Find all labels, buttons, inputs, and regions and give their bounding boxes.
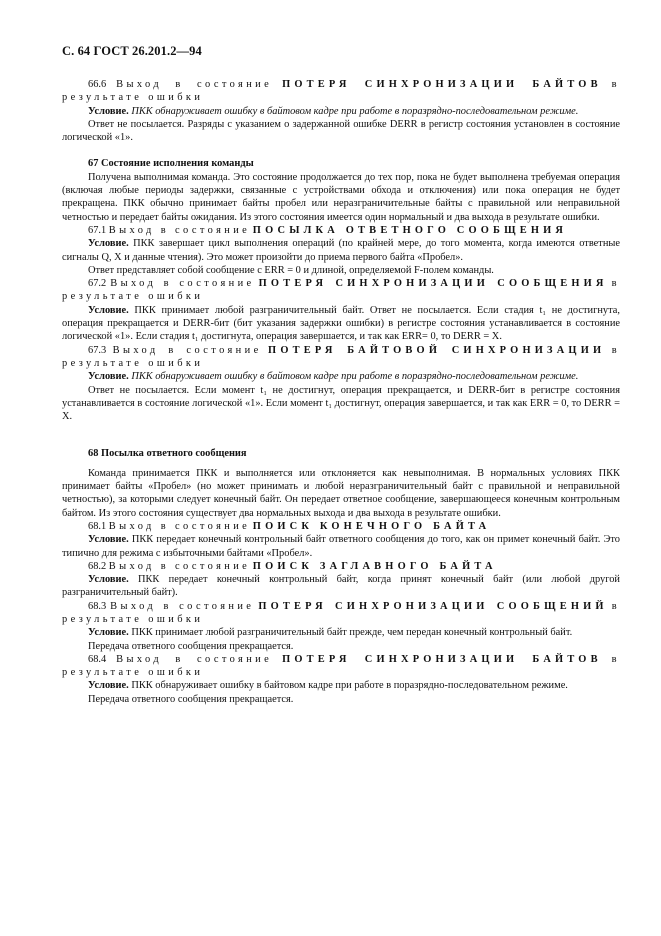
clause-tail: в результате ошибки (62, 79, 620, 104)
clause-lead: Выход в состояние (108, 560, 251, 572)
clause-68-2-condition (62, 573, 620, 600)
clause-number: 66.6 (88, 79, 107, 90)
section-68-intro: Команда принимается ПКК и выполняется или отклоняется как невыполнимая. В нормальных условиях ПКК принимает байты «Пробел» (но может принимать и любой неразграничительный байт с правильной и неправильной четностью), за которыми следует конечный байт. Он передает ответное сообщение, завершающееся конечным контрольным байтом. Из этого состояния существует два нормальных выхода и два выхода в результате ошибки. (62, 467, 620, 519)
state-name: ПОТЕРЯ БАЙТОВОЙ СИНХРОНИЗАЦИИ (268, 344, 606, 356)
clause-number: 68.2 (88, 560, 107, 572)
state-name: ПОТЕРЯ СИНХРОНИЗАЦИИ БАЙТОВ (282, 653, 602, 665)
clause-tail: в результате ошибки (62, 600, 620, 625)
condition-label: Условие. (88, 304, 129, 316)
clause-68-4-text: Передача ответного сообщения прекращается. (88, 693, 294, 705)
state-name: ПОТЕРЯ СИНХРОНИЗАЦИИ СООБЩЕНИЯ (258, 278, 608, 290)
condition-label: Условие. (88, 574, 129, 586)
clause-68-1-title (62, 520, 620, 533)
condition-label: Условие. (88, 371, 129, 383)
clause-lead: Выход в состояние (110, 600, 255, 612)
clause-lead: Выход в состояние (108, 520, 251, 532)
clause-68-1-condition (62, 533, 620, 560)
section-68-heading: 68 Посылка ответного сообщения (88, 448, 247, 460)
clause-tail: в результате ошибки (62, 653, 620, 679)
condition-label: Условие. (88, 680, 129, 692)
clause-lead: Выход в состояние (110, 278, 255, 290)
document-page (62, 44, 620, 706)
clause-66-6-title (62, 78, 620, 105)
clause-number: 68.3 (88, 600, 107, 612)
clause-number: 67.3 (88, 344, 107, 356)
page-header: С. 64 ГОСТ 26.201.2—94 (62, 44, 202, 58)
section-67-intro: Получена выполнимая команда. Это состояние продолжается до тех пор, пока не будет выполнена требуемая операция (включая любые периоды задержки, связанные с устройствами обхода и отключения) или пока операция не будет прекращена. ПКК обычно принимает байты пробел или неразграничительные байты с правильной или неправильной четностью и передает байты ожидания. Из этого состояния имеется один нормальный и два выхода в результате ошибки. (62, 171, 620, 223)
clause-68-4-condition (62, 679, 620, 692)
clause-number: 68.1 (88, 520, 107, 532)
clause-68-4-title (62, 653, 620, 680)
clause-67-3-text: Ответ не посылается. Если момент t₁ не достигнут, операция прекращается, и DERR-бит в регистре состояния устанавливается в состояние логической «1». Если момент t₁ достигнут, операция завершается, и так как ERR = 0, то DERR = X. (62, 384, 620, 423)
state-name: ПОИСК КОНЕЧНОГО БАЙТА (252, 520, 491, 532)
condition-text: ПКК передает конечный контрольный байт, когда принят конечный байт (или любой другой разграничительный байт). (62, 574, 620, 599)
condition-text: ПКК обнаруживает ошибку в байтовом кадре при работе в поразрядно-последовательном режиме. (131, 371, 579, 383)
clause-lead: Выход в состояние (112, 344, 262, 356)
clause-67-3-title (62, 344, 620, 371)
clause-67-2-title (62, 277, 620, 304)
clause-68-2-title (62, 560, 620, 573)
clause-68-3-text: Передача ответного сообщения прекращается. (88, 640, 294, 652)
condition-text: ПКК обнаруживает ошибку в байтовом кадре при работе в поразрядно-последовательном режиме. (131, 105, 579, 117)
section-67-heading: 67 Состояние исполнения команды (88, 158, 254, 170)
state-name: ПОТЕРЯ СИНХРОНИЗАЦИИ СООБЩЕНИЙ (258, 600, 608, 612)
clause-67-3-condition (62, 370, 620, 383)
clause-number: 68.4 (88, 653, 107, 665)
condition-text: ПКК завершает цикл выполнения операций (по крайней мере, до того момента, когда имеются ответные сигналы Q, X и данные чтения). Это может произойти до приема первого байта «Пробел». (62, 238, 620, 263)
clause-66-6-condition (62, 105, 620, 118)
clause-tail: в результате ошибки (62, 278, 620, 303)
condition-label: Условие. (88, 534, 129, 546)
state-name: ПОТЕРЯ СИНХРОНИЗАЦИИ БАЙТОВ (282, 79, 602, 90)
clause-number: 67.2 (88, 278, 107, 290)
state-name: ПОСЫЛКА ОТВЕТНОГО СООБЩЕНИЯ (252, 224, 568, 236)
clause-67-1-text: Ответ представляет собой сообщение с ERR = 0 и длиной, определяемой F-полем команды. (88, 264, 494, 276)
clause-66-6-text: Ответ не посылается. Разряды с указанием о задержанной ошибке DERR в регистр состояния установлен в состояние логической «1». (62, 118, 620, 144)
clause-lead: Выход в состояние (108, 224, 251, 236)
clause-68-3-title (62, 600, 620, 627)
clause-68-3-condition (62, 626, 620, 639)
clause-67-1-title (62, 224, 620, 237)
condition-text: ПКК принимает любой разграничительный байт прежде, чем передан конечный контрольный байт. (131, 627, 573, 639)
clause-67-1-condition (62, 237, 620, 264)
condition-label: Условие. (88, 105, 129, 117)
condition-text: ПКК обнаруживает ошибку в байтовом кадре при работе в поразрядно-последовательном режиме. (131, 680, 568, 692)
clause-number: 67.1 (88, 224, 107, 236)
clause-67-2-condition (62, 304, 620, 344)
condition-text: ПКК передает конечный контрольный байт ответного сообщения до того, как он примет конечный байт. Это типично для режима с избыточными байтами «Пробел». (62, 534, 620, 559)
clause-lead: Выход в состояние (116, 653, 273, 665)
state-name: ПОИСК ЗАГЛАВНОГО БАЙТА (252, 560, 497, 572)
condition-text: ПКК принимает любой разграничительный байт. Ответ не посылается. Если стадия t₁ не достигнута, операция прекращается и DERR-бит (бит указания задержки ошибки) в регистре состояния устанавливается в состояние логической «1». Если стадия t₁ достигнута, операция завершается, и так как ERR= 0, то DERR = X. (62, 304, 620, 343)
condition-label: Условие. (88, 238, 129, 250)
clause-tail: в результате ошибки (62, 344, 620, 369)
condition-label: Условие. (88, 627, 129, 639)
clause-lead: Выход в состояние (116, 79, 273, 90)
